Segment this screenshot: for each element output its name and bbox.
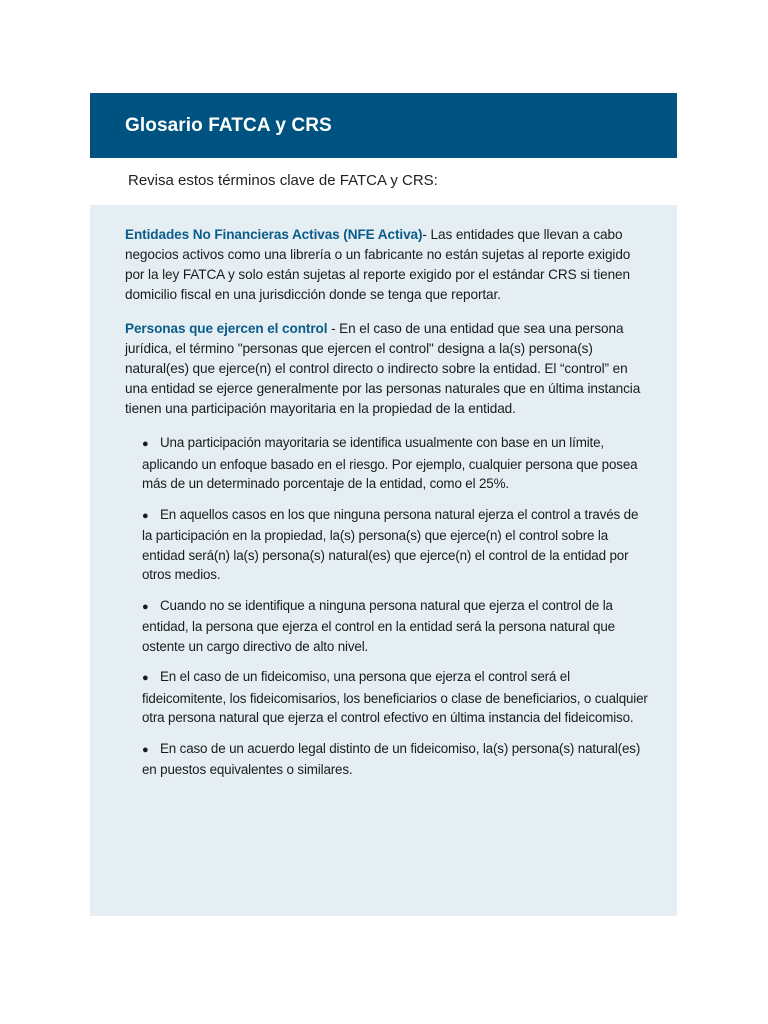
glossary-definition: - En el caso de una entidad que sea una persona jurídica, el término "personas que ejercen el control" designa a la(s) persona(s) natural(es) que ejerce(n) el control directo o indirecto sobre la entidad. El “control” en una entidad se ejerce generalmente por las personas naturales que en última instancia tienen una participación mayoritaria en la propiedad de la entidad. [125, 321, 641, 416]
bullet-icon: ● [142, 438, 149, 450]
list-item-text: Cuando no se identifique a ninguna persona natural que ejerza el control de la entidad, la persona que ejerza el control en la entidad será la persona natural que ostente un cargo directivo de alto nivel. [142, 597, 615, 654]
list-item [142, 596, 651, 657]
list-item [142, 433, 651, 494]
glossary-entry [125, 319, 651, 419]
page-title: Glosario FATCA y CRS [125, 114, 332, 136]
glossary-definition: - Las entidades que llevan a cabo negocios activos como una librería o un fabricante no están sujetas al reporte exigido por la ley FATCA y solo están sujetas al reporte exigido por el estándar CRS si tienen domicilio fiscal en una jurisdicción donde se tenga que reportar. [125, 227, 631, 302]
glossary-term: Personas que ejercen el control [125, 321, 328, 336]
glossary-term: Entidades No Financieras Activas (NFE Activa) [125, 227, 423, 242]
list-item-text: Una participación mayoritaria se identifica usualmente con base en un límite, aplicando un enfoque basado en el riesgo. Por ejemplo, cualquier persona que posea más de un determinado porcentaje de la entidad, como el 25%. [142, 435, 638, 491]
glossary-panel [90, 205, 677, 916]
bullet-list [125, 433, 651, 780]
list-item-text: En caso de un acuerdo legal distinto de un fideicomiso, la(s) persona(s) natural(es) en puestos equivalentes o similares. [142, 740, 641, 777]
intro-text: Revisa estos términos clave de FATCA y CRS: [128, 172, 438, 189]
list-item-text: En aquellos casos en los que ninguna persona natural ejerza el control a través de la participación en la propiedad, la(s) persona(s) que ejerce(n) el control sobre la entidad será(n) la(s) persona(s) natural(es) que ejerce(n) el control de la entidad por otros medios. [142, 506, 639, 582]
glossary-header [90, 93, 677, 158]
glossary-entry [125, 225, 651, 305]
bullet-icon: ● [142, 600, 149, 613]
list-item [142, 505, 651, 585]
list-item-text: En el caso de un fideicomiso, una persona que ejerza el control será el fideicomitente, los fideicomisarios, los beneficiarios o clase de beneficiarios, o cualquier otra persona natural que ejerza el control efectivo en última instancia del fideicomiso. [142, 669, 648, 725]
bullet-icon: ● [142, 509, 149, 522]
list-item [142, 667, 651, 728]
bullet-icon: ● [142, 672, 149, 684]
list-item [142, 739, 651, 780]
bullet-icon: ● [142, 743, 149, 756]
